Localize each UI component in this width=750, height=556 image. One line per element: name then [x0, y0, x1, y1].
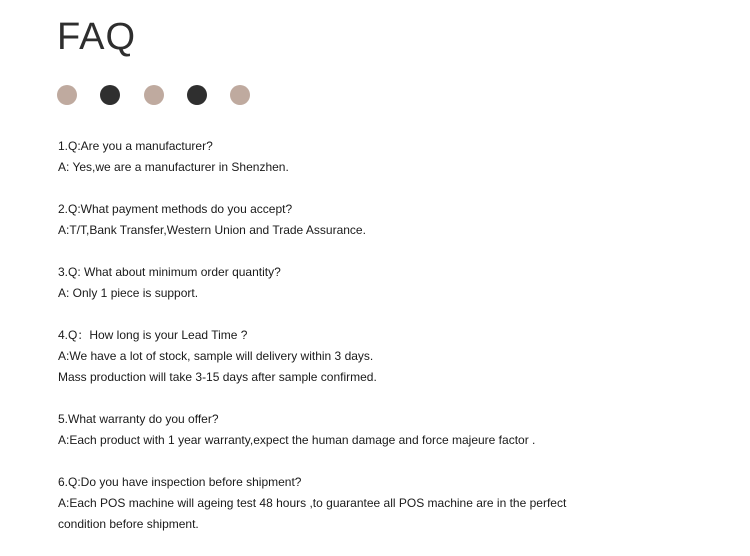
decorative-dot — [100, 85, 120, 105]
faq-answer: A:T/T,Bank Transfer,Western Union and Trade Assurance. — [58, 223, 366, 237]
faq-question: 6.Q:Do you have inspection before shipment? — [58, 475, 302, 489]
faq-answer-continued: condition before shipment. — [58, 517, 199, 531]
faq-question: 5.What warranty do you offer? — [58, 412, 219, 426]
decorative-dot — [187, 85, 207, 105]
decorative-dot — [230, 85, 250, 105]
faq-item-4 — [58, 325, 618, 388]
faq-item-6 — [58, 472, 618, 535]
faq-list — [58, 136, 618, 556]
decorative-dot — [57, 85, 77, 105]
faq-answer: A:Each product with 1 year warranty,expect the human damage and force majeure factor . — [58, 433, 536, 447]
page-title: FAQ — [57, 16, 137, 58]
faq-answer: A:Each POS machine will ageing test 48 hours ,to guarantee all POS machine are in the perfect — [58, 496, 567, 510]
faq-answer: A:We have a lot of stock, sample will delivery within 3 days. — [58, 349, 374, 363]
faq-answer: A: Only 1 piece is support. — [58, 286, 199, 300]
faq-answer: A: Yes,we are a manufacturer in Shenzhen. — [58, 160, 289, 174]
faq-item-2 — [58, 199, 618, 241]
faq-item-1 — [58, 136, 618, 178]
decorative-dot — [144, 85, 164, 105]
faq-item-3 — [58, 262, 618, 304]
faq-item-5 — [58, 409, 618, 451]
faq-question: 2.Q:What payment methods do you accept? — [58, 202, 293, 216]
faq-question: 1.Q:Are you a manufacturer? — [58, 139, 213, 153]
faq-question: 4.Q：How long is your Lead Time ? — [58, 328, 248, 342]
faq-answer-continued: Mass production will take 3-15 days after sample confirmed. — [58, 370, 377, 384]
faq-question: 3.Q: What about minimum order quantity? — [58, 265, 281, 279]
